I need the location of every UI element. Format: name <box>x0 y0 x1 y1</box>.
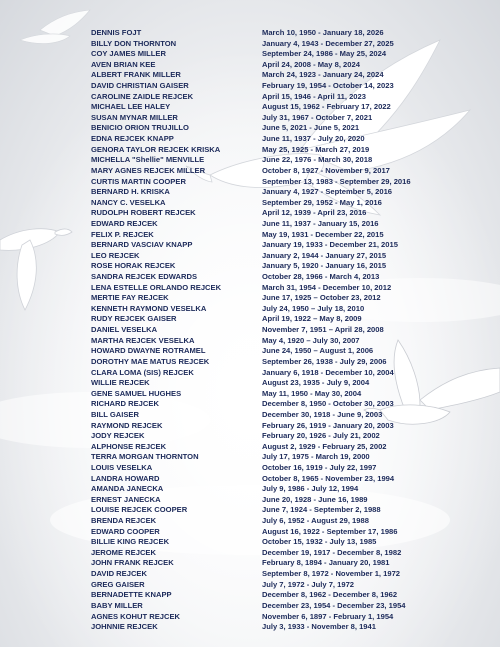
list-item <box>91 474 491 485</box>
memorial-name: ALPHONSE REJCEK <box>91 441 167 451</box>
memorial-dates: May 4, 1920 – July 30, 2007 <box>262 335 360 345</box>
list-item <box>91 177 491 188</box>
list-item <box>91 612 491 623</box>
memorial-name: JODY REJCEK <box>91 431 145 441</box>
memorial-dates: January 2, 1944 - January 27, 2015 <box>262 250 387 260</box>
list-item <box>91 389 491 400</box>
memorial-dates: March 31, 1954 - December 10, 2012 <box>262 282 392 292</box>
memorial-dates: December 23, 1954 - December 23, 1954 <box>262 600 406 610</box>
memorial-name: BILL GAISER <box>91 409 139 419</box>
memorial-name: GREG GAISER <box>91 579 145 589</box>
list-item <box>91 346 491 357</box>
list-item <box>91 293 491 304</box>
memorial-name: WILLIE REJCEK <box>91 378 150 388</box>
memorial-name: MARY AGNES REJCEK MILLER <box>91 165 206 175</box>
list-item <box>91 590 491 601</box>
list-item <box>91 463 491 474</box>
memorial-dates: December 8, 1950 - October 30, 2003 <box>262 399 394 409</box>
memorial-dates: May 11, 1950 - May 30, 2004 <box>262 388 362 398</box>
memorial-dates: June 11, 1937 - July 20, 2020 <box>262 134 365 144</box>
list-item <box>91 558 491 569</box>
memorial-name: RUDOLPH ROBERT REJCEK <box>91 208 196 218</box>
list-item <box>91 410 491 421</box>
memorial-dates: April 19, 1922 – May 8, 2009 <box>262 314 362 324</box>
memorial-name: RAYMOND REJCEK <box>91 420 163 430</box>
list-item <box>91 527 491 538</box>
memorial-name: KENNETH RAYMOND VESELKA <box>91 303 207 313</box>
memorial-dates: October 28, 1966 - March 4, 2013 <box>262 272 380 282</box>
memorial-dates: June 5, 2021 - June 5, 2021 <box>262 123 360 133</box>
list-item <box>91 49 491 60</box>
memorial-name: FELIX P. REJCEK <box>91 229 154 239</box>
memorial-name: JOHNNIE REJCEK <box>91 622 158 632</box>
memorial-dates: November 6, 1897 - February 1, 1954 <box>262 611 394 621</box>
memorial-name: DANIEL VESELKA <box>91 325 158 335</box>
memorial-dates: June 20, 1928 - June 16, 1989 <box>262 494 368 504</box>
list-item <box>91 569 491 580</box>
memorial-dates: July 17, 1975 - March 19, 2000 <box>262 452 370 462</box>
memorial-dates: January 19, 1933 - December 21, 2015 <box>262 240 398 250</box>
memorial-name: EDNA REJCEK KNAPP <box>91 134 174 144</box>
memorial-name: BERNADETTE KNAPP <box>91 590 172 600</box>
memorial-name: BILLIE KING REJCEK <box>91 537 170 547</box>
memorial-name: DENNIS FOJT <box>91 28 142 37</box>
memorial-dates: August 15, 1962 - February 17, 2022 <box>262 102 391 112</box>
list-item <box>91 442 491 453</box>
memorial-dates: July 3, 1933 - November 8, 1941 <box>262 622 376 632</box>
list-item <box>91 240 491 251</box>
list-item <box>91 155 491 166</box>
list-item <box>91 81 491 92</box>
memorial-name: TERRA MORGAN THORNTON <box>91 452 199 462</box>
memorial-name: LENA ESTELLE ORLANDO REJCEK <box>91 282 222 292</box>
memorial-dates: October 15, 1932 - July 13, 1985 <box>262 537 377 547</box>
memorial-dates: April 24, 2008 - May 8, 2024 <box>262 59 360 69</box>
memorial-name: AMANDA JANECKA <box>91 484 164 494</box>
memorial-dates: June 22, 1976 - March 30, 2018 <box>262 155 373 165</box>
list-item <box>91 357 491 368</box>
list-item <box>91 92 491 103</box>
memorial-dates: August 23, 1935 - July 9, 2004 <box>262 378 370 388</box>
memorial-name: EDWARD COOPER <box>91 526 160 536</box>
memorial-dates: January 4, 1927 - September 5, 2016 <box>262 187 393 197</box>
memorial-dates: December 19, 1917 - December 8, 1982 <box>262 547 402 557</box>
list-item <box>91 230 491 241</box>
memorial-dates: July 6, 1952 - August 29, 1988 <box>262 516 369 526</box>
memorial-name: BERNARD VASCIAV KNAPP <box>91 240 193 250</box>
memorial-name: RICHARD REJCEK <box>91 399 159 409</box>
list-item <box>91 283 491 294</box>
memorial-dates: October 8, 1927 - November 9, 2017 <box>262 165 390 175</box>
memorial-dates: August 16, 1922 - September 17, 1986 <box>262 526 398 536</box>
list-item <box>91 113 491 124</box>
memorial-name: LOUIS VESELKA <box>91 462 153 472</box>
memorial-name: JEROME REJCEK <box>91 547 156 557</box>
memorial-dates: June 11, 1937 - January 15, 2016 <box>262 218 379 228</box>
memorial-dates: April 15, 1946 - April 11, 2023 <box>262 91 366 101</box>
memorial-name: MERTIE FAY REJCEK <box>91 293 169 303</box>
memorial-dates: September 13, 1983 - September 29, 2016 <box>262 176 411 186</box>
list-item <box>91 314 491 325</box>
list-item <box>91 198 491 209</box>
memorial-dates: June 7, 1924 - September 2, 1988 <box>262 505 381 515</box>
list-item <box>91 60 491 71</box>
memorial-name: BABY MILLER <box>91 600 143 610</box>
memorial-dates: January 6, 1918 - December 10, 2004 <box>262 367 394 377</box>
memorial-dates: April 12, 1939 - April 23, 2016 <box>262 208 367 218</box>
memorial-name: BENICIO ORION TRUJILLO <box>91 123 189 133</box>
memorial-dates: June 24, 1950 – August 1, 2006 <box>262 346 374 356</box>
list-item <box>91 70 491 81</box>
list-item <box>91 601 491 612</box>
memorial-name: BRENDA REJCEK <box>91 516 157 526</box>
memorial-dates: June 17, 1925 – October 23, 2012 <box>262 293 381 303</box>
memorial-name: SANDRA REJCEK EDWARDS <box>91 272 198 282</box>
list-item <box>91 28 491 39</box>
list-item <box>91 145 491 156</box>
list-item <box>91 102 491 113</box>
list-item <box>91 123 491 134</box>
list-item <box>91 495 491 506</box>
list-item <box>91 187 491 198</box>
list-item <box>91 251 491 262</box>
list-item <box>91 484 491 495</box>
memorial-name: BILLY DON THORNTON <box>91 38 177 48</box>
list-item <box>91 325 491 336</box>
memorial-name: LEO REJCEK <box>91 250 140 260</box>
memorial-name: DAVID CHRISTIAN GAISER <box>91 81 189 91</box>
memorial-name: SUSAN MYNAR MILLER <box>91 112 178 122</box>
memorial-name: ALBERT FRANK MILLER <box>91 70 181 80</box>
memorial-name: MICHELLA "Shellie" MENVILLE <box>91 155 205 165</box>
memorial-dates: July 9, 1986 - July 12, 1994 <box>262 484 359 494</box>
memorial-dates: December 8, 1962 - December 8, 1962 <box>262 590 398 600</box>
memorial-name: DOROTHY MAE MATUS REJCEK <box>91 356 210 366</box>
memorial-dates: October 16, 1919 - July 22, 1997 <box>262 462 377 472</box>
memorial-dates: February 19, 1954 - October 14, 2023 <box>262 81 394 91</box>
memorial-dates: November 7, 1951 – April 28, 2008 <box>262 325 384 335</box>
memorial-name: RUDY REJCEK GAISER <box>91 314 177 324</box>
list-item <box>91 421 491 432</box>
memorial-name: MARTHA REJCEK VESELKA <box>91 335 195 345</box>
memorial-name: AGNES KOHUT REJCEK <box>91 611 181 621</box>
memorial-dates: February 26, 1919 - January 20, 2003 <box>262 420 394 430</box>
memorial-dates: March 24, 1923 - January 24, 2024 <box>262 70 384 80</box>
memorial-dates: January 4, 1943 - December 27, 2025 <box>262 38 394 48</box>
memorial-dates: March 10, 1950 - January 18, 2026 <box>262 28 384 37</box>
memorial-dates: July 7, 1972 - July 7, 1972 <box>262 579 355 589</box>
memorial-dates: December 30, 1918 - June 9, 2003 <box>262 409 383 419</box>
list-item <box>91 272 491 283</box>
memorial-name: CAROLINE ZAIDLE REJCEK <box>91 91 194 101</box>
memorial-dates: February 20, 1926 - July 21, 2002 <box>262 431 380 441</box>
list-item <box>91 208 491 219</box>
memorial-name: AVEN BRIAN KEE <box>91 59 156 69</box>
memorial-list <box>91 28 491 633</box>
list-item <box>91 166 491 177</box>
memorial-name: BERNARD H. KRISKA <box>91 187 170 197</box>
list-item <box>91 580 491 591</box>
memorial-name: ROSE HORAK REJCEK <box>91 261 176 271</box>
memorial-name: HOWARD DWAYNE ROTRAMEL <box>91 346 206 356</box>
list-item <box>91 431 491 442</box>
memorial-dates: May 25, 1925 - March 27, 2019 <box>262 144 370 154</box>
memorial-dates: July 31, 1967 - October 7, 2021 <box>262 112 373 122</box>
memorial-dates: July 24, 1950 – July 18, 2010 <box>262 303 365 313</box>
memorial-name: NANCY C. VESELKA <box>91 197 166 207</box>
memorial-dates: September 24, 1986 - May 25, 2024 <box>262 49 387 59</box>
list-item <box>91 261 491 272</box>
memorial-dates: October 8, 1965 - November 23, 1994 <box>262 473 395 483</box>
memorial-dates: September 8, 1972 - November 1, 1972 <box>262 569 401 579</box>
memorial-name: EDWARD REJCEK <box>91 218 158 228</box>
list-item <box>91 219 491 230</box>
memorial-dates: August 2, 1929 - February 25, 2002 <box>262 441 387 451</box>
list-item <box>91 452 491 463</box>
memorial-name: GENE SAMUEL HUGHES <box>91 388 182 398</box>
memorial-name: DAVID REJCEK <box>91 569 147 579</box>
list-item <box>91 368 491 379</box>
memorial-name: MICHAEL LEE HALEY <box>91 102 171 112</box>
list-item <box>91 516 491 527</box>
memorial-name: LANDRA HOWARD <box>91 473 160 483</box>
memorial-name: CURTIS MARTIN COOPER <box>91 176 186 186</box>
list-item <box>91 378 491 389</box>
list-item <box>91 548 491 559</box>
memorial-name: ERNEST JANECKA <box>91 494 161 504</box>
memorial-dates: May 19, 1931 - December 22, 2015 <box>262 229 384 239</box>
memorial-name: CLARA LOMA (SIS) REJCEK <box>91 367 194 377</box>
list-item <box>91 622 491 633</box>
list-item <box>91 399 491 410</box>
list-item <box>91 39 491 50</box>
memorial-dates: September 29, 1952 - May 1, 2016 <box>262 197 382 207</box>
list-item <box>91 304 491 315</box>
memorial-dates: January 5, 1920 - January 16, 2015 <box>262 261 387 271</box>
memorial-dates: February 8, 1894 - January 20, 1981 <box>262 558 390 568</box>
memorial-name: LOUISE REJCEK COOPER <box>91 505 188 515</box>
memorial-name: JOHN FRANK REJCEK <box>91 558 174 568</box>
memorial-name: COY JAMES MILLER <box>91 49 166 59</box>
list-item <box>91 134 491 145</box>
memorial-name: GENORA TAYLOR REJCEK KRISKA <box>91 144 221 154</box>
list-item <box>91 505 491 516</box>
memorial-dates: September 26, 1938 - July 29, 2006 <box>262 356 387 366</box>
list-item <box>91 537 491 548</box>
list-item <box>91 336 491 347</box>
